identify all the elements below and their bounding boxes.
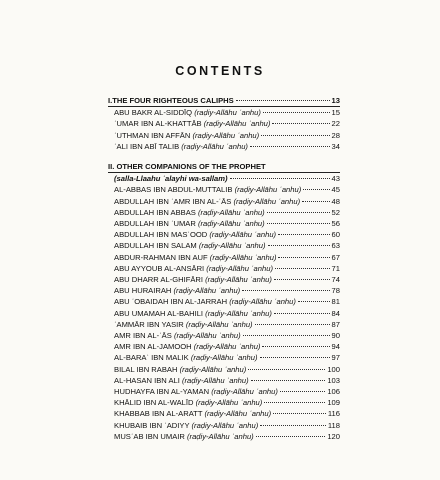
entry-name bbox=[114, 364, 246, 375]
entry-page: 71 bbox=[331, 263, 340, 273]
toc-entry[interactable] bbox=[108, 330, 340, 341]
toc-entry[interactable] bbox=[108, 207, 340, 218]
toc-entry[interactable] bbox=[108, 229, 340, 240]
dot-leader bbox=[273, 413, 326, 414]
entry-name-text: AL-ABBAS IBN ABDUL-MUTTALIB bbox=[114, 185, 233, 195]
entry-page: 28 bbox=[331, 130, 340, 140]
entry-name-text: KHUBAIB IBN ʿADIYY bbox=[114, 420, 190, 430]
toc-entry[interactable] bbox=[108, 141, 340, 152]
dot-leader bbox=[243, 335, 330, 336]
toc-entry[interactable] bbox=[108, 107, 340, 118]
entry-name bbox=[114, 196, 300, 207]
entry-honorific: (raḍiy-Allāhu ʿanhu) bbox=[190, 353, 258, 363]
dot-leader bbox=[275, 268, 330, 269]
entry-page: 81 bbox=[331, 297, 340, 307]
entry-page: 100 bbox=[327, 364, 340, 374]
entry-page: 90 bbox=[331, 331, 340, 341]
toc-entry[interactable] bbox=[108, 240, 340, 251]
entry-page: 84 bbox=[331, 308, 340, 318]
entry-honorific: (raḍiy-Allāhu ʿanhu) bbox=[209, 252, 277, 262]
entry-honorific: (raḍiy-Allāhu ʿanhu) bbox=[206, 263, 273, 273]
section-2-title: II. OTHER COMPANIONS OF THE PROPHET bbox=[108, 162, 266, 172]
entry-name-text: ABU ʿOBAIDAH IBN AL-JARRAH bbox=[114, 297, 228, 307]
entry-name bbox=[114, 397, 262, 408]
entry-name-text: AMR IBN AL-ʿĀS bbox=[114, 331, 172, 341]
entry-name bbox=[114, 431, 254, 442]
entry-honorific: (raḍiy-Allāhu ʿanhu) bbox=[204, 409, 272, 419]
section-1-list bbox=[108, 107, 340, 152]
entry-name-text: ʿUTHMAN IBN AFFĀN bbox=[114, 130, 191, 140]
toc-entry[interactable] bbox=[108, 252, 340, 263]
toc-entry[interactable] bbox=[108, 285, 340, 296]
toc-entry[interactable] bbox=[108, 397, 340, 408]
entry-name-text: ʿAMMĀR IBN YASIR bbox=[114, 319, 184, 329]
entry-name bbox=[114, 319, 253, 330]
entry-page: 120 bbox=[327, 431, 340, 441]
entry-name-text: ABDULLAH IBN MASʿOOD bbox=[114, 230, 208, 240]
dot-leader bbox=[278, 234, 329, 235]
entry-name bbox=[114, 408, 271, 419]
toc-entry[interactable] bbox=[108, 319, 340, 330]
toc-entry[interactable] bbox=[108, 218, 340, 229]
table-of-contents bbox=[108, 93, 340, 442]
entry-honorific: (raḍiy-Allāhu ʿanhu) bbox=[173, 286, 241, 296]
entry-honorific: (raḍiy-Allāhu ʿanhu) bbox=[209, 230, 277, 240]
page-title: CONTENTS bbox=[175, 64, 265, 78]
entry-page: 60 bbox=[331, 230, 340, 240]
entry-name-text: ʿUMAR IBN AL-KHATTĀB bbox=[114, 119, 202, 129]
entry-honorific: (raḍiy-Allāhu ʿanhu) bbox=[181, 141, 248, 151]
dot-leader bbox=[260, 357, 330, 358]
toc-entry[interactable] bbox=[108, 386, 340, 397]
section-2-subheading-row[interactable] bbox=[108, 173, 340, 184]
toc-entry[interactable] bbox=[108, 263, 340, 274]
dot-leader bbox=[280, 391, 325, 392]
entry-honorific: (raḍiy-Allāhu ʿanhu) bbox=[211, 387, 278, 397]
entry-name-text: AL-HASAN IBN ALI bbox=[114, 375, 180, 385]
entry-honorific: (raḍiy-Allāhu ʿanhu) bbox=[205, 275, 272, 285]
dot-leader bbox=[256, 436, 326, 437]
entry-page: 45 bbox=[331, 185, 340, 195]
entry-page: 74 bbox=[331, 275, 340, 285]
entry-name bbox=[114, 218, 265, 229]
entry-page: 116 bbox=[327, 409, 340, 419]
entry-page: 22 bbox=[331, 119, 340, 129]
entry-name bbox=[114, 420, 258, 431]
entry-name bbox=[114, 118, 270, 129]
entry-name-text: HUDHAYFA IBN AL-YAMAN bbox=[114, 387, 210, 397]
entry-name bbox=[114, 263, 273, 274]
entry-honorific: (raḍiy-Allāhu ʿanhu) bbox=[173, 331, 241, 341]
entry-page: 78 bbox=[331, 286, 340, 296]
toc-entry[interactable] bbox=[108, 130, 340, 141]
entry-name-text: ABU AYYOUB AL-ANSĀRI bbox=[114, 263, 205, 273]
toc-entry[interactable] bbox=[108, 352, 340, 363]
dot-leader bbox=[230, 178, 330, 179]
entry-honorific: (raḍiy-Allāhu ʿanhu) bbox=[192, 130, 260, 140]
dot-leader bbox=[250, 146, 330, 147]
entry-honorific: (raḍiy-Allāhu ʿanhu) bbox=[179, 364, 247, 374]
section-2-subheading: (salla-Llaahu ʿalayhi wa-sallam) bbox=[114, 174, 228, 184]
entry-page: 97 bbox=[331, 353, 340, 363]
section-1-title: I.THE FOUR RIGHTEOUS CALIPHS bbox=[108, 96, 234, 105]
entry-name bbox=[114, 107, 261, 118]
entry-name-text: KHABBAB IBN AL-ARATT bbox=[114, 409, 203, 419]
entry-name bbox=[114, 386, 278, 397]
entry-name bbox=[114, 352, 258, 363]
entry-honorific: (raḍiy-Allāhu ʿanhu) bbox=[181, 375, 249, 385]
dot-leader bbox=[267, 212, 330, 213]
entry-honorific: (raḍiy-Allāhu ʿanhu) bbox=[229, 297, 296, 307]
entry-page: 67 bbox=[331, 252, 340, 262]
section-2-heading[interactable] bbox=[108, 161, 340, 172]
dot-leader bbox=[303, 189, 329, 190]
entry-name-text: MUSʿAB IBN UMAIR bbox=[114, 431, 185, 441]
dot-leader bbox=[261, 135, 329, 136]
toc-entry[interactable] bbox=[108, 431, 340, 442]
entry-page: 118 bbox=[327, 420, 340, 430]
toc-entry[interactable] bbox=[108, 420, 340, 431]
toc-entry[interactable] bbox=[108, 408, 340, 419]
entry-page: 52 bbox=[331, 207, 340, 217]
toc-entry[interactable] bbox=[108, 341, 340, 352]
section-2-list bbox=[108, 184, 340, 442]
entry-page: 106 bbox=[327, 387, 340, 397]
entry-name-text: ABU UMAMAH AL-BAHILI bbox=[114, 308, 204, 318]
entry-honorific: (raḍiy-Allāhu ʿanhu) bbox=[193, 342, 261, 352]
dot-leader bbox=[255, 324, 330, 325]
section-1-heading[interactable] bbox=[108, 95, 340, 106]
entry-name bbox=[114, 252, 276, 263]
entry-name-text: AMR IBN AL-JAMOOH bbox=[114, 342, 192, 352]
entry-page: 109 bbox=[327, 398, 340, 408]
toc-entry[interactable] bbox=[108, 118, 340, 129]
entry-honorific: (raḍiy-Allāhu ʿanhu) bbox=[194, 108, 261, 118]
entry-honorific: (raḍiy-Allāhu ʿanhu) bbox=[195, 398, 263, 408]
entry-honorific: (raḍiy-Allāhu ʿanhu) bbox=[191, 420, 259, 430]
entry-name bbox=[114, 296, 296, 307]
entry-honorific: (raḍiy-Allāhu ʿanhu) bbox=[233, 196, 301, 206]
entry-name-text: ABDULLAH IBN ʿAMR IBN AL-ʿĀS bbox=[114, 196, 232, 206]
entry-honorific: (raḍiy-Allāhu ʿanhu) bbox=[198, 241, 266, 251]
entry-page: 94 bbox=[331, 342, 340, 352]
dot-leader bbox=[260, 425, 326, 426]
entry-honorific: (raḍiy-Allāhu ʿanhu) bbox=[234, 185, 302, 195]
entry-page: 34 bbox=[331, 141, 340, 151]
toc-entry[interactable] bbox=[108, 375, 340, 386]
entry-name-text: ABDULLAH IBN SALAM bbox=[114, 241, 197, 251]
dot-leader bbox=[278, 257, 329, 258]
dot-leader bbox=[302, 201, 329, 202]
section-1-page: 13 bbox=[331, 96, 340, 105]
entry-name bbox=[114, 330, 241, 341]
dot-leader bbox=[272, 123, 329, 124]
entry-name bbox=[114, 375, 249, 386]
toc-entry[interactable] bbox=[108, 364, 340, 375]
entry-page: 103 bbox=[327, 375, 340, 385]
dot-leader bbox=[274, 313, 330, 314]
entry-name bbox=[114, 207, 265, 218]
entry-name bbox=[114, 240, 266, 251]
entry-name-text: ABDULLAH IBN ʿUMAR bbox=[114, 219, 196, 229]
entry-page: 87 bbox=[331, 319, 340, 329]
dot-leader bbox=[248, 369, 325, 370]
entry-honorific: (raḍiy-Allāhu ʿanhu) bbox=[185, 319, 253, 329]
entry-name-text: ABDUR-RAHMAN IBN AUF bbox=[114, 252, 208, 262]
entry-name-text: ABU DHARR AL-GHIFĀRI bbox=[114, 275, 204, 285]
entry-name-text: ABU BAKR AL-SIDDĪQ bbox=[114, 108, 193, 118]
entry-name-text: ʿALI IBN ABĪ TALIB bbox=[114, 141, 180, 151]
entry-name bbox=[114, 130, 259, 141]
section-2-page: 43 bbox=[331, 174, 340, 184]
toc-entry[interactable] bbox=[108, 196, 340, 207]
entry-name bbox=[114, 184, 301, 195]
dot-leader bbox=[251, 380, 326, 381]
entry-page: 48 bbox=[331, 196, 340, 206]
dot-leader bbox=[236, 100, 330, 101]
entry-page: 15 bbox=[331, 108, 340, 118]
dot-leader bbox=[263, 112, 330, 113]
dot-leader bbox=[262, 346, 329, 347]
entry-name bbox=[114, 229, 276, 240]
entry-name-text: AL-BARAʾ IBN MALIK bbox=[114, 353, 189, 363]
entry-honorific: (raḍiy-Allāhu ʿanhu) bbox=[187, 431, 254, 441]
dot-leader bbox=[298, 301, 330, 302]
entry-page: 63 bbox=[331, 241, 340, 251]
dot-leader bbox=[267, 223, 330, 224]
entry-name bbox=[114, 308, 272, 319]
entry-name-text: KHĀLID IBN AL-WALĪD bbox=[114, 398, 194, 408]
entry-honorific: (raḍiy-Allāhu ʿanhu) bbox=[197, 219, 265, 229]
entry-name bbox=[114, 274, 272, 285]
entry-name-text: ABU HURAIRAH bbox=[114, 286, 172, 296]
entry-name bbox=[114, 285, 240, 296]
entry-name bbox=[114, 141, 248, 152]
dot-leader bbox=[242, 290, 329, 291]
dot-leader bbox=[274, 279, 330, 280]
entry-honorific: (raḍiy-Allāhu ʿanhu) bbox=[205, 308, 272, 318]
toc-entry[interactable] bbox=[108, 308, 340, 319]
entry-page: 56 bbox=[331, 219, 340, 229]
dot-leader bbox=[268, 245, 330, 246]
toc-entry[interactable] bbox=[108, 274, 340, 285]
dot-leader bbox=[264, 402, 325, 403]
entry-name bbox=[114, 341, 260, 352]
toc-entry[interactable] bbox=[108, 296, 340, 307]
entry-name-text: ABDULLAH IBN ABBAS bbox=[114, 207, 196, 217]
toc-entry[interactable] bbox=[108, 184, 340, 195]
entry-name-text: BILAL IBN RABAH bbox=[114, 364, 178, 374]
entry-honorific: (raḍiy-Allāhu ʿanhu) bbox=[203, 119, 271, 129]
entry-honorific: (raḍiy-Allāhu ʿanhu) bbox=[198, 207, 265, 217]
